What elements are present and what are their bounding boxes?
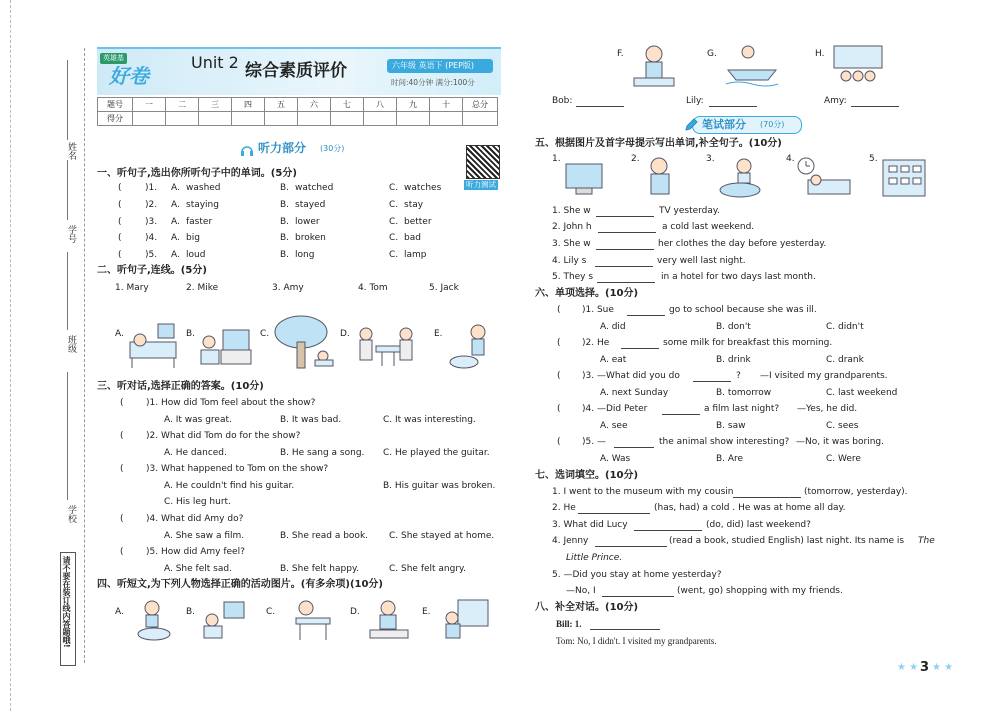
header-banner (97, 47, 501, 95)
mc-blank[interactable] (614, 438, 654, 448)
question-text: )3. What happened to Tom on the show? (146, 464, 329, 474)
line-text: 2. He (552, 503, 576, 513)
pic-letter: C. (266, 607, 276, 617)
name-label: 姓名 (66, 142, 76, 160)
option-a: A. He couldn't find his guitar. (164, 481, 295, 491)
opt-text: bad (404, 233, 421, 243)
mc-reply: —No, it was boring. (796, 437, 884, 447)
option-b: B. She read a book. (280, 531, 369, 541)
q-num: )4. (145, 233, 158, 243)
opt-text: broken (295, 233, 326, 243)
class-label: 班级 (66, 335, 76, 353)
opt-text: loud (186, 250, 206, 260)
score-cell: 九 (397, 98, 430, 112)
boy-washing-image (130, 598, 178, 642)
amy-label: Amy: (824, 96, 847, 106)
option-c: C. sees (826, 421, 859, 431)
line-text: (went, go) shopping with my friends. (677, 586, 843, 596)
line-text: 3. What did Lucy (552, 520, 628, 530)
score-input[interactable] (298, 112, 331, 126)
number-label: 学号 (66, 225, 76, 243)
school-label: 学校 (66, 505, 76, 523)
opt-letter: B. (280, 233, 290, 243)
fill-prefix: 4. Lily s (552, 256, 587, 266)
score-cell: 六 (298, 98, 331, 112)
opt-letter: B. (280, 217, 290, 227)
opt-letter: C. (389, 250, 399, 260)
fill-suffix: a cold last weekend. (662, 222, 755, 232)
boy-at-desk-image (286, 598, 336, 642)
question-text: )2. What did Tom do for the show? (146, 431, 301, 441)
girl-standing-image (630, 44, 678, 88)
score-input[interactable] (397, 112, 430, 126)
name-line (67, 60, 68, 140)
line-text: 5. —Did you stay at home yesterday? (552, 570, 722, 580)
mc-suffix: go to school because she was ill. (669, 305, 817, 315)
person-name: 1. Mary (115, 283, 149, 293)
person-name: 3. Amy (272, 283, 304, 293)
pic-letter: G. (707, 49, 717, 59)
opt-letter: A. (171, 217, 180, 227)
hotel-image (879, 156, 929, 198)
score-input[interactable] (265, 112, 298, 126)
listening-points: (30分) (320, 144, 345, 153)
binding-note: 请不要在装订线内答题哦! (62, 556, 71, 648)
pic-letter: C. (260, 329, 270, 339)
bob-answer[interactable] (576, 97, 624, 107)
sec1-title: 一、听句子,选出你所听句子中的单词。(5分) (97, 168, 297, 179)
pic-letter: A. (115, 329, 124, 339)
question-text: )1. How did Tom feel about the show? (146, 398, 316, 408)
fill-blank[interactable] (595, 537, 667, 547)
option-b: B. saw (716, 421, 746, 431)
pic-letter: D. (350, 607, 360, 617)
sec8-title: 八、补全对话。(10分) (535, 602, 639, 613)
opt-letter: C. (389, 200, 399, 210)
paren-open[interactable]: ( (120, 547, 124, 557)
opt-text: watches (404, 183, 442, 193)
sick-boy-image (641, 156, 681, 200)
option-b: B. She felt happy. (280, 564, 359, 574)
option-b: B. His guitar was broken. (383, 481, 496, 491)
school-line (67, 372, 68, 500)
mc-reply: —Yes, he did. (797, 404, 858, 414)
score-value-row (98, 112, 498, 126)
opt-text: lower (295, 217, 320, 227)
pic-letter: H. (815, 49, 825, 59)
opt-letter: A. (171, 183, 180, 193)
mc-blank[interactable] (627, 306, 665, 316)
listening-title: 听力部分 (258, 141, 307, 155)
book-title: The (918, 536, 935, 546)
opt-text: better (404, 217, 432, 227)
score-cell: 总分 (463, 98, 498, 112)
pic-num: 2. (631, 154, 640, 164)
option-a: A. He danced. (164, 448, 227, 458)
page-edge-dash (10, 0, 11, 711)
opt-text: washed (186, 183, 221, 193)
score-cell: 二 (166, 98, 199, 112)
watching-tv-boy-image (198, 598, 248, 642)
score-cell: 题号 (98, 98, 133, 112)
score-cell: 一 (133, 98, 166, 112)
grade-badge (387, 59, 493, 73)
score-input[interactable] (364, 112, 397, 126)
option-c: C. She stayed at home. (389, 531, 495, 541)
sec7-title: 七、选词填空。(10分) (535, 470, 639, 481)
option-c: C. He played the guitar. (383, 448, 490, 458)
boat-image (724, 44, 780, 88)
mc-suffix: the animal show interesting? (659, 437, 790, 447)
q-num: )2. (145, 200, 158, 210)
headphone-icon (240, 141, 254, 153)
note-box (60, 552, 76, 666)
unit-label: Unit 2 (191, 53, 239, 72)
score-cell: 五 (265, 98, 298, 112)
logo-brand: 英雄基 (100, 53, 127, 64)
mc-blank[interactable] (621, 339, 659, 349)
opt-text: faster (186, 217, 213, 227)
fill-blank[interactable] (602, 587, 674, 597)
cinema-image (830, 44, 886, 90)
pic-num: 3. (706, 154, 715, 164)
line-text: 4. Jenny (552, 536, 589, 546)
option-a: A. She saw a film. (164, 531, 245, 541)
pic-num: 1. (552, 154, 561, 164)
paren-open[interactable]: ( (557, 371, 561, 381)
bill-line: Bill: 1. (556, 619, 582, 629)
fill-blank[interactable] (597, 273, 655, 283)
fill-blank[interactable] (596, 207, 654, 217)
writing-points: (70分) (760, 120, 785, 129)
score-input[interactable] (331, 112, 364, 126)
mc-prefix: )4. —Did Peter (582, 404, 648, 414)
paren-open[interactable]: ( (557, 338, 561, 348)
fill-suffix: very well last night. (657, 256, 746, 266)
opt-letter: B. (280, 200, 290, 210)
fill-blank[interactable] (634, 521, 702, 531)
option-c: C. last weekend (826, 388, 898, 398)
score-cell: 三 (199, 98, 232, 112)
opt-letter: A. (171, 233, 180, 243)
paren-open[interactable]: ( (118, 217, 122, 227)
pic-letter: B. (186, 329, 196, 339)
washing-clothes-image (716, 156, 766, 200)
tv-image (562, 160, 606, 198)
option-c: C. His leg hurt. (164, 497, 231, 507)
fill-prefix: 1. She w (552, 206, 591, 216)
score-input[interactable] (463, 112, 498, 126)
opt-text: stayed (295, 200, 326, 210)
person-name: 2. Mike (186, 283, 219, 293)
option-a: A. Was (600, 454, 631, 464)
option-a: A. see (600, 421, 628, 431)
page-number: 3 (920, 660, 930, 675)
score-header-row (98, 98, 498, 112)
pic-letter: F. (617, 49, 624, 59)
opt-letter: C. (389, 217, 399, 227)
score-input[interactable] (166, 112, 199, 126)
opt-letter: A. (171, 200, 180, 210)
watching-tv-image (197, 320, 253, 372)
pic-letter: E. (422, 607, 431, 617)
option-a: A. It was great. (164, 415, 232, 425)
pic-letter: E. (434, 329, 443, 339)
page-title: 综合素质评价 (245, 61, 347, 81)
sec5-title: 五、根据图片及首字母提示写出单词,补全句子。(10分) (535, 138, 782, 149)
writing-title: 笔试部分 (702, 118, 746, 131)
mc-prefix: )2. He (582, 338, 610, 348)
paren-open[interactable]: ( (118, 233, 122, 243)
opt-letter: C. (389, 183, 399, 193)
opt-text: staying (186, 200, 219, 210)
pic-num: 5. (869, 154, 878, 164)
class-line (67, 252, 68, 330)
girl-washing-image (448, 320, 498, 372)
paren-open[interactable]: ( (120, 514, 124, 524)
mc-suffix: a film last night? (704, 404, 780, 414)
sick-in-bed-image (126, 320, 182, 372)
paren-open[interactable]: ( (120, 398, 124, 408)
option-c: C. didn't (826, 322, 864, 332)
paren-open[interactable]: ( (118, 250, 122, 260)
opt-text: watched (295, 183, 334, 193)
line-text: 1. I went to the museum with my cousin (552, 487, 734, 497)
fill-blank[interactable] (596, 240, 654, 250)
opt-letter: A. (171, 250, 180, 260)
fill-prefix: 5. They s (552, 272, 594, 282)
fill-prefix: 3. She w (552, 239, 591, 249)
opt-text: lamp (404, 250, 427, 260)
option-a: A. next Sunday (600, 388, 669, 398)
option-b: B. It was bad. (280, 415, 342, 425)
option-c: C. Were (826, 454, 861, 464)
book-title: Little Prince. (566, 553, 623, 563)
tree-rest-image (271, 314, 337, 372)
paren-open[interactable]: ( (120, 464, 124, 474)
opt-letter: C. (389, 233, 399, 243)
option-a: A. She felt sad. (164, 564, 232, 574)
fill-suffix: TV yesterday. (659, 206, 720, 216)
logo-main: 好卷 (109, 64, 149, 88)
mc-prefix: )1. Sue (582, 305, 614, 315)
grade-text: 六年级 英语下 (PEP版) (392, 61, 475, 70)
number-line (67, 160, 68, 220)
option-a: A. did (600, 322, 626, 332)
paren-open[interactable]: ( (118, 200, 122, 210)
score-input[interactable] (232, 112, 265, 126)
lily-label: Lily: (686, 96, 704, 106)
fill-prefix: 2. John h (552, 222, 592, 232)
paren-open[interactable]: ( (120, 431, 124, 441)
score-cell: 八 (364, 98, 397, 112)
score-cell: 四 (232, 98, 265, 112)
score-label: 得分 (98, 112, 133, 126)
amy-answer[interactable] (851, 97, 899, 107)
sec3-title: 三、听对话,选择正确的答案。(10分) (97, 381, 264, 392)
opt-text: long (295, 250, 315, 260)
time-score: 时间:40分钟 满分:100分 (391, 78, 475, 87)
opt-letter: B. (280, 250, 290, 260)
binding-line (84, 48, 85, 663)
option-c: C. She felt angry. (389, 564, 466, 574)
sleeping-image (796, 156, 852, 200)
option-a: A. eat (600, 355, 627, 365)
fill-blank[interactable] (733, 488, 801, 498)
score-input[interactable] (133, 112, 166, 126)
score-table (97, 97, 498, 126)
person-name: 4. Tom (358, 283, 388, 293)
opt-text: stay (404, 200, 424, 210)
sec4-title: 四、听短文,为下列人物选择正确的活动图片。(有多余项)(10分) (97, 579, 383, 590)
line-text: (read a book, studied English) last night. Its name is (669, 536, 905, 546)
opt-text: big (186, 233, 200, 243)
line-text: (tomorrow, yesterday). (804, 487, 908, 497)
question-text: )4. What did Amy do? (146, 514, 244, 524)
paren-open[interactable]: ( (118, 183, 122, 193)
fill-blank[interactable] (598, 223, 656, 233)
tom-line: Tom: No, I didn't. I visited my grandparents. (556, 636, 717, 646)
qr-label: 听力测试 (466, 180, 496, 189)
playing-chess-image (352, 320, 424, 372)
fill-blank[interactable] (595, 257, 653, 267)
score-input[interactable] (199, 112, 232, 126)
mc-suffix: some milk for breakfast this morning. (663, 338, 833, 348)
option-b: B. Are (716, 454, 744, 464)
sec6-title: 六、单项选择。(10分) (535, 288, 639, 299)
score-input[interactable] (430, 112, 463, 126)
star-decoration-left: ★ ★ (897, 662, 919, 673)
opt-letter: B. (280, 183, 290, 193)
line-text: (has, had) a cold . He was at home all day. (654, 503, 846, 513)
girl-at-window-image (438, 598, 494, 642)
lily-answer[interactable] (709, 97, 757, 107)
line-text: (do, did) last weekend? (706, 520, 811, 530)
score-cell: 十 (430, 98, 463, 112)
fill-suffix: her clothes the day before yesterday. (658, 239, 827, 249)
option-b: B. He sang a song. (280, 448, 365, 458)
qr-code-icon[interactable] (466, 145, 500, 179)
q-num: )3. (145, 217, 158, 227)
sec2-title: 二、听句子,连线。(5分) (97, 265, 207, 276)
paren-open[interactable]: ( (557, 404, 561, 414)
pic-letter: B. (186, 607, 196, 617)
question-text: )5. How did Amy feel? (146, 547, 245, 557)
score-cell: 七 (331, 98, 364, 112)
option-b: B. drink (716, 355, 751, 365)
fill-suffix: in a hotel for two days last month. (661, 272, 816, 282)
star-decoration-right: ★ ★ (932, 662, 954, 673)
mc-suffix: ? (736, 371, 741, 381)
person-name: 5. Jack (429, 283, 459, 293)
bob-label: Bob: (552, 96, 573, 106)
mc-blank[interactable] (662, 405, 700, 415)
pic-num: 4. (786, 154, 795, 164)
option-c: C. It was interesting. (383, 415, 476, 425)
mc-blank[interactable] (693, 372, 731, 382)
mc-reply: —I visited my grandparents. (760, 371, 888, 381)
q-num: )1. (145, 183, 158, 193)
line-text: —No, I (566, 586, 596, 596)
mc-prefix: )3. —What did you do (582, 371, 680, 381)
pic-letter: D. (340, 329, 350, 339)
paren-open[interactable]: ( (557, 305, 561, 315)
option-b: B. don't (716, 322, 751, 332)
dialog-blank[interactable] (590, 620, 660, 630)
q-num: )5. (145, 250, 158, 260)
option-b: B. tomorrow (716, 388, 772, 398)
pencil-icon (684, 117, 698, 131)
mc-prefix: )5. — (582, 437, 606, 447)
pic-letter: A. (115, 607, 124, 617)
option-c: C. drank (826, 355, 864, 365)
fill-blank[interactable] (578, 504, 650, 514)
paren-open[interactable]: ( (557, 437, 561, 447)
girl-reading-image (364, 598, 414, 642)
